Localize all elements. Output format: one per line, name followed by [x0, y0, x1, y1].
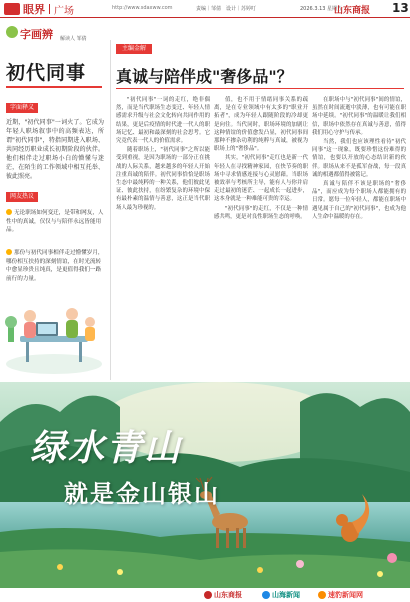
column-title: 初代同事	[6, 62, 87, 84]
comment-2	[6, 249, 104, 283]
page-number: 13	[392, 1, 409, 15]
article-column-1	[116, 96, 210, 382]
column-body: 近期，"初代同事"一词火了。它成为年轻人职场叙事中的高频表达，所谓"初代同事"，特指同期进入职场、共同经历职业成长初期阶段的伙伴。他们相伴走过职场小白的懵懂与迷茫，在陌生的工作领域中相互托举、彼此照亮。	[6, 119, 104, 180]
article-section-tag: 主编金解	[116, 44, 152, 54]
divider	[49, 4, 50, 14]
footer-logo-2-text: 山海新闻	[272, 591, 300, 599]
brand-dot-icon	[262, 591, 270, 599]
brand-dot-icon	[318, 591, 326, 599]
paragraph: 值，也不用于情绪同事关系的疏离，是在专业领域中有太多的"职业开拓者"，成为年轻人跟随阶段的冷却更是向往。当代同时，职场环境的加剧让这种情谊的价值愈发凸显，初代同事间那种不掺杂功利的纯粹与真诚，被视为职场上的"奢侈品"。	[214, 97, 308, 153]
bullet-icon	[6, 249, 12, 255]
brand-dot-icon	[204, 591, 212, 599]
paragraph: 真诚与陪伴不该是职场的"奢侈品"，而应成为每个职场人都能拥有的日常。愿每一位年轻人，都能在职场中遇见属于自己的"初代同事"，也成为他人生命中温暖的存在。	[312, 181, 406, 220]
footer-logo-3-text: 速豹新闻网	[328, 591, 363, 599]
paragraph: "初代同事"的走红，不仅是一种情感共鸣，更是对良性职场生态的呼唤。	[214, 205, 308, 220]
article-title-rule	[116, 88, 404, 89]
banner-title-line-2: 就是金山银山	[64, 480, 220, 508]
title-rule	[6, 86, 102, 88]
column-logo	[6, 24, 66, 42]
editor-credits: 责编｜邹倩 设计｜苏婷叮	[196, 6, 257, 12]
footer-logo-1	[204, 590, 242, 600]
leaf-icon	[6, 26, 18, 38]
eye-logo-icon	[4, 3, 20, 15]
banner-title-line-1: 绿水青山	[30, 427, 183, 469]
website-url: http://www.sdaxww.com	[112, 5, 173, 11]
column-logo-text: 字画辨	[20, 28, 53, 41]
comment-2-text: 那份与初代同事相伴走过懵懂岁月，哪份相互扶持的深刻情谊，在时光流转中愈显珍贵且纯真，是更值得我们一路前行的力量。	[6, 250, 104, 282]
bullet-icon	[6, 209, 12, 215]
column-divider	[110, 40, 111, 380]
paragraph: 当然，我们也应该理性看待"初代同事"这一现象，既要珍惜这份难得的情谊，也要以开放的心态结识新的伙伴。职场从来不是孤军奋战，每一段真诚的相遇都值得被铭记。	[312, 139, 406, 178]
section-name: 眼界	[23, 3, 45, 16]
paragraph: 其实，"初代同事"走红也是新一代年轻人在寻找精神家园，在快节奏的职场中寻求情感连接与心灵慰藉。当职场被效率与考核所主导，能有人与你并肩走过最初的迷茫、一起成长一起进步，这本身就是一种难能可贵的幸运。	[214, 155, 308, 203]
section-brand	[4, 2, 74, 16]
tag-meaning: 字面释义	[6, 103, 38, 113]
footer-logos	[0, 588, 410, 602]
footer-logo-3	[318, 590, 363, 600]
office-illustration	[0, 286, 108, 382]
page-header	[0, 0, 410, 18]
article-column-2	[214, 96, 308, 382]
comment-1-text: 无论职场如何变迁，是带和网友，人性中的真诚，仅仅与与陪伴永远皆能用品。	[6, 210, 104, 234]
byline: 解读人 邹倩	[60, 36, 87, 42]
paragraph: 随着职场上，"初代同事"之所以能受到重视，是因为职场的一部分正在挑战的人际关系，越来越多的年轻人开始注重真诚的陪伴。初代同事恰恰是职场生态中最纯粹的一种关系，他们彼此见证、彼此扶持，在纷繁复杂的环境中保有最朴素的温情与善意，这正是当代职场人最为珍视的。	[116, 147, 210, 211]
newspaper-name: 山东商报	[334, 6, 371, 16]
article-title: 真诚与陪伴成"奢侈品"？	[116, 67, 293, 86]
tag-comments: 网友热议	[6, 192, 38, 202]
footer-logo-1-text: 山东商报	[214, 591, 242, 599]
issue-date: 2026.3.13 星期五	[300, 6, 343, 12]
footer-logo-2	[262, 590, 300, 600]
paragraph: 在职场中与"初代同事"间的情谊，虽然在时间流逝中淡薄，也有可能在职场中延续。"初代同事"的温暖让我们相信，职场中依然存在真诚与善意，值得我们用心守护与传承。	[312, 97, 406, 136]
comment-1	[6, 209, 104, 235]
article-column-3	[312, 96, 406, 382]
subsection-name: 广场	[54, 5, 74, 17]
paragraph: "初代同事"一词的走红，绝非偶然，而是当代职场生态变迁、年轻人情感需求升级与社会文化转向共同作用的结果，更是后疫情的时代进一代人的职场记忆、最初和最深刻的社会思考。它究竟代表一代人的价值需求。	[116, 97, 210, 145]
